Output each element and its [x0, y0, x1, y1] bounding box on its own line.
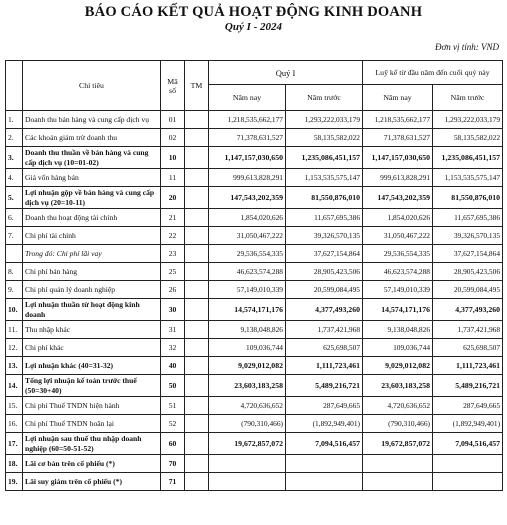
row-note: [185, 375, 209, 397]
quarter-last-year-value: 39,326,570,135: [286, 227, 363, 245]
row-note: [185, 397, 209, 415]
quarter-this-year-value: [209, 455, 286, 473]
ytd-last-year-value: 1,737,421,968: [433, 321, 503, 339]
ytd-last-year-value: 625,698,507: [433, 339, 503, 357]
row-code: 11: [161, 169, 185, 187]
currency-unit: Đơn vị tính: VND: [434, 42, 499, 52]
ytd-this-year-value: 147,543,202,359: [363, 187, 433, 209]
row-note: [185, 129, 209, 147]
ytd-this-year-value: 71,378,631,527: [363, 129, 433, 147]
row-label: Lợi nhuận thuần từ hoạt động kinh doanh: [23, 299, 161, 321]
header-ytd-group: Luỹ kế từ đầu năm đến cuối quý này: [363, 61, 503, 85]
ytd-last-year-value: 1,111,723,461: [433, 357, 503, 375]
header-ytd-this-year: Năm nay: [363, 85, 433, 111]
header-no: [6, 61, 23, 111]
row-note: [185, 357, 209, 375]
quarter-last-year-value: [286, 473, 363, 491]
ytd-this-year-value: [363, 473, 433, 491]
ytd-this-year-value: [363, 455, 433, 473]
row-label: Chi phí bán hàng: [23, 263, 161, 281]
quarter-this-year-value: 71,378,631,527: [209, 129, 286, 147]
row-label: Doanh thu bán hàng và cung cấp dịch vụ: [23, 111, 161, 129]
quarter-this-year-value: 999,613,828,291: [209, 169, 286, 187]
quarter-last-year-value: 625,698,507: [286, 339, 363, 357]
quarter-last-year-value: 1,737,421,968: [286, 321, 363, 339]
row-note: [185, 415, 209, 433]
row-label: Lãi cơ bản trên cổ phiếu (*): [23, 455, 161, 473]
row-code: 10: [161, 147, 185, 169]
ytd-last-year-value: 11,657,695,386: [433, 209, 503, 227]
quarter-this-year-value: 1,147,157,030,650: [209, 147, 286, 169]
row-code: 25: [161, 263, 185, 281]
row-label: Tổng lợi nhuận kế toán trước thuế (50=30+40): [23, 375, 161, 397]
ytd-last-year-value: 1,153,535,575,147: [433, 169, 503, 187]
row-label: Thu nhập khác: [23, 321, 161, 339]
row-note: [185, 263, 209, 281]
row-number: 17.: [6, 433, 23, 455]
row-number: 7.: [6, 227, 23, 245]
row-code: 40: [161, 357, 185, 375]
ytd-this-year-value: 999,613,828,291: [363, 169, 433, 187]
row-number: 8.: [6, 263, 23, 281]
row-code: 21: [161, 209, 185, 227]
quarter-this-year-value: 147,543,202,359: [209, 187, 286, 209]
row-code: 01: [161, 111, 185, 129]
table-row: [6, 245, 503, 263]
ytd-this-year-value: 14,574,171,176: [363, 299, 433, 321]
quarter-last-year-value: 11,657,695,386: [286, 209, 363, 227]
quarter-last-year-value: 1,111,723,461: [286, 357, 363, 375]
row-label: Lãi suy giảm trên cổ phiếu (*): [23, 473, 161, 491]
table-row: [6, 111, 503, 129]
quarter-last-year-value: 4,377,493,260: [286, 299, 363, 321]
table-row: [6, 357, 503, 375]
row-label: Trong đó: Chi phí lãi vay: [23, 245, 161, 263]
ytd-this-year-value: 4,720,636,652: [363, 397, 433, 415]
quarter-this-year-value: (790,310,466): [209, 415, 286, 433]
table-row: [6, 281, 503, 299]
ytd-this-year-value: 1,854,020,626: [363, 209, 433, 227]
row-note: [185, 187, 209, 209]
row-code: 22: [161, 227, 185, 245]
report-title: BÁO CÁO KẾT QUẢ HOẠT ĐỘNG KINH DOANH: [84, 4, 423, 20]
table-row: [6, 455, 503, 473]
row-number: 10.: [6, 299, 23, 321]
table-row: [6, 397, 503, 415]
header-ytd-last-year: Năm trước: [433, 85, 503, 111]
quarter-last-year-value: 37,627,154,864: [286, 245, 363, 263]
table-row: [6, 339, 503, 357]
quarter-this-year-value: 1,854,020,626: [209, 209, 286, 227]
row-code: 31: [161, 321, 185, 339]
table-row: [6, 299, 503, 321]
quarter-last-year-value: 1,153,535,575,147: [286, 169, 363, 187]
quarter-last-year-value: 81,550,876,010: [286, 187, 363, 209]
ytd-last-year-value: 5,489,216,721: [433, 375, 503, 397]
quarter-this-year-value: 57,149,010,339: [209, 281, 286, 299]
ytd-this-year-value: 23,603,183,258: [363, 375, 433, 397]
quarter-this-year-value: 23,603,183,258: [209, 375, 286, 397]
table-row: [6, 227, 503, 245]
table-row: [6, 147, 503, 169]
row-number: 5.: [6, 187, 23, 209]
quarter-last-year-value: 287,649,665: [286, 397, 363, 415]
quarter-this-year-value: 46,623,574,288: [209, 263, 286, 281]
ytd-this-year-value: 29,536,554,335: [363, 245, 433, 263]
row-note: [185, 455, 209, 473]
row-label: Chi phí tài chính: [23, 227, 161, 245]
ytd-last-year-value: 28,905,423,506: [433, 263, 503, 281]
row-number: 18.: [6, 455, 23, 473]
ytd-this-year-value: 9,138,048,826: [363, 321, 433, 339]
ytd-last-year-value: [433, 455, 503, 473]
row-label: Lợi nhuận gộp về bán hàng và cung cấp dịch vụ (20=10-11): [23, 187, 161, 209]
row-number: 3.: [6, 147, 23, 169]
quarter-last-year-value: 1,293,222,033,179: [286, 111, 363, 129]
ytd-last-year-value: 7,094,516,457: [433, 433, 503, 455]
ytd-last-year-value: 4,377,493,260: [433, 299, 503, 321]
quarter-last-year-value: 7,094,516,457: [286, 433, 363, 455]
quarter-last-year-value: 5,489,216,721: [286, 375, 363, 397]
ytd-last-year-value: 37,627,154,864: [433, 245, 503, 263]
quarter-this-year-value: 4,720,636,652: [209, 397, 286, 415]
quarter-this-year-value: 14,574,171,176: [209, 299, 286, 321]
row-label: Các khoản giảm trừ doanh thu: [23, 129, 161, 147]
row-note: [185, 227, 209, 245]
header-quarter-this-year: Năm nay: [209, 85, 286, 111]
header-note: TM: [185, 61, 209, 111]
quarter-this-year-value: 9,138,048,826: [209, 321, 286, 339]
ytd-this-year-value: 19,672,857,072: [363, 433, 433, 455]
ytd-last-year-value: 58,135,582,022: [433, 129, 503, 147]
row-number: 1.: [6, 111, 23, 129]
quarter-this-year-value: 29,536,554,335: [209, 245, 286, 263]
row-code: 71: [161, 473, 185, 491]
quarter-last-year-value: 1,235,086,451,157: [286, 147, 363, 169]
quarter-last-year-value: 28,905,423,506: [286, 263, 363, 281]
row-code: 32: [161, 339, 185, 357]
row-number: 13.: [6, 357, 23, 375]
table-row: [6, 263, 503, 281]
table-row: [6, 129, 503, 147]
ytd-last-year-value: 81,550,876,010: [433, 187, 503, 209]
row-number: 6.: [6, 209, 23, 227]
row-code: 20: [161, 187, 185, 209]
row-code: 70: [161, 455, 185, 473]
table-row: [6, 321, 503, 339]
row-label: Lợi nhuận khác (40=31-32): [23, 357, 161, 375]
table-row: [6, 209, 503, 227]
row-note: [185, 299, 209, 321]
row-label: Doanh thu hoạt động tài chính: [23, 209, 161, 227]
ytd-this-year-value: 57,149,010,339: [363, 281, 433, 299]
header-quarter-group: Quý I: [209, 61, 363, 85]
ytd-last-year-value: 287,649,665: [433, 397, 503, 415]
table-row: [6, 187, 503, 209]
quarter-this-year-value: 31,050,467,222: [209, 227, 286, 245]
row-label: Chi phí khác: [23, 339, 161, 357]
header-code: Mã số: [161, 61, 185, 111]
row-note: [185, 245, 209, 263]
row-note: [185, 111, 209, 129]
row-label: Lợi nhuận sau thuế thu nhập doanh nghiệp (60=50-51-52): [23, 433, 161, 455]
row-label: Chi phí quản lý doanh nghiệp: [23, 281, 161, 299]
row-code: 50: [161, 375, 185, 397]
row-code: 26: [161, 281, 185, 299]
row-number: 2.: [6, 129, 23, 147]
ytd-this-year-value: 1,218,535,662,177: [363, 111, 433, 129]
quarter-this-year-value: 1,218,535,662,177: [209, 111, 286, 129]
table-row: [6, 169, 503, 187]
quarter-last-year-value: 58,135,582,022: [286, 129, 363, 147]
ytd-this-year-value: 9,029,012,082: [363, 357, 433, 375]
ytd-this-year-value: 109,036,744: [363, 339, 433, 357]
ytd-last-year-value: 20,599,084,495: [433, 281, 503, 299]
row-number: [6, 245, 23, 263]
row-label: Doanh thu thuần về bán hàng và cung cấp dịch vụ (10=01-02): [23, 147, 161, 169]
table-row: [6, 375, 503, 397]
row-note: [185, 339, 209, 357]
ytd-last-year-value: (1,892,949,401): [433, 415, 503, 433]
row-note: [185, 321, 209, 339]
row-note: [185, 147, 209, 169]
income-statement-table: [5, 60, 503, 491]
quarter-this-year-value: 19,672,857,072: [209, 433, 286, 455]
row-code: 52: [161, 415, 185, 433]
row-code: 60: [161, 433, 185, 455]
row-code: 30: [161, 299, 185, 321]
ytd-last-year-value: 1,235,086,451,157: [433, 147, 503, 169]
table-row: [6, 433, 503, 455]
ytd-this-year-value: 46,623,574,288: [363, 263, 433, 281]
ytd-this-year-value: 1,147,157,030,650: [363, 147, 433, 169]
quarter-last-year-value: (1,892,949,401): [286, 415, 363, 433]
ytd-this-year-value: 31,050,467,222: [363, 227, 433, 245]
ytd-last-year-value: 39,326,570,135: [433, 227, 503, 245]
row-note: [185, 433, 209, 455]
header-indicator: Chỉ tiêu: [23, 61, 161, 111]
row-label: Giá vốn hàng bán: [23, 169, 161, 187]
ytd-this-year-value: (790,310,466): [363, 415, 433, 433]
row-label: Chi phí Thuế TNDN hoãn lại: [23, 415, 161, 433]
header-quarter-last-year: Năm trước: [286, 85, 363, 111]
ytd-last-year-value: [433, 473, 503, 491]
row-code: 23: [161, 245, 185, 263]
report-period: Quý I - 2024: [224, 21, 283, 33]
row-note: [185, 281, 209, 299]
quarter-this-year-value: 9,029,012,082: [209, 357, 286, 375]
row-number: 4.: [6, 169, 23, 187]
row-number: 16.: [6, 415, 23, 433]
ytd-last-year-value: 1,293,222,033,179: [433, 111, 503, 129]
row-note: [185, 209, 209, 227]
row-number: 9.: [6, 281, 23, 299]
row-note: [185, 473, 209, 491]
row-number: 11.: [6, 321, 23, 339]
quarter-this-year-value: 109,036,744: [209, 339, 286, 357]
table-row: [6, 415, 503, 433]
table-row: [6, 473, 503, 491]
row-number: 19.: [6, 473, 23, 491]
row-number: 15.: [6, 397, 23, 415]
row-code: 02: [161, 129, 185, 147]
row-number: 12.: [6, 339, 23, 357]
row-note: [185, 169, 209, 187]
quarter-last-year-value: 20,599,084,495: [286, 281, 363, 299]
quarter-last-year-value: [286, 455, 363, 473]
quarter-this-year-value: [209, 473, 286, 491]
row-code: 51: [161, 397, 185, 415]
row-number: 14.: [6, 375, 23, 397]
row-label: Chi phí Thuế TNDN hiện hành: [23, 397, 161, 415]
